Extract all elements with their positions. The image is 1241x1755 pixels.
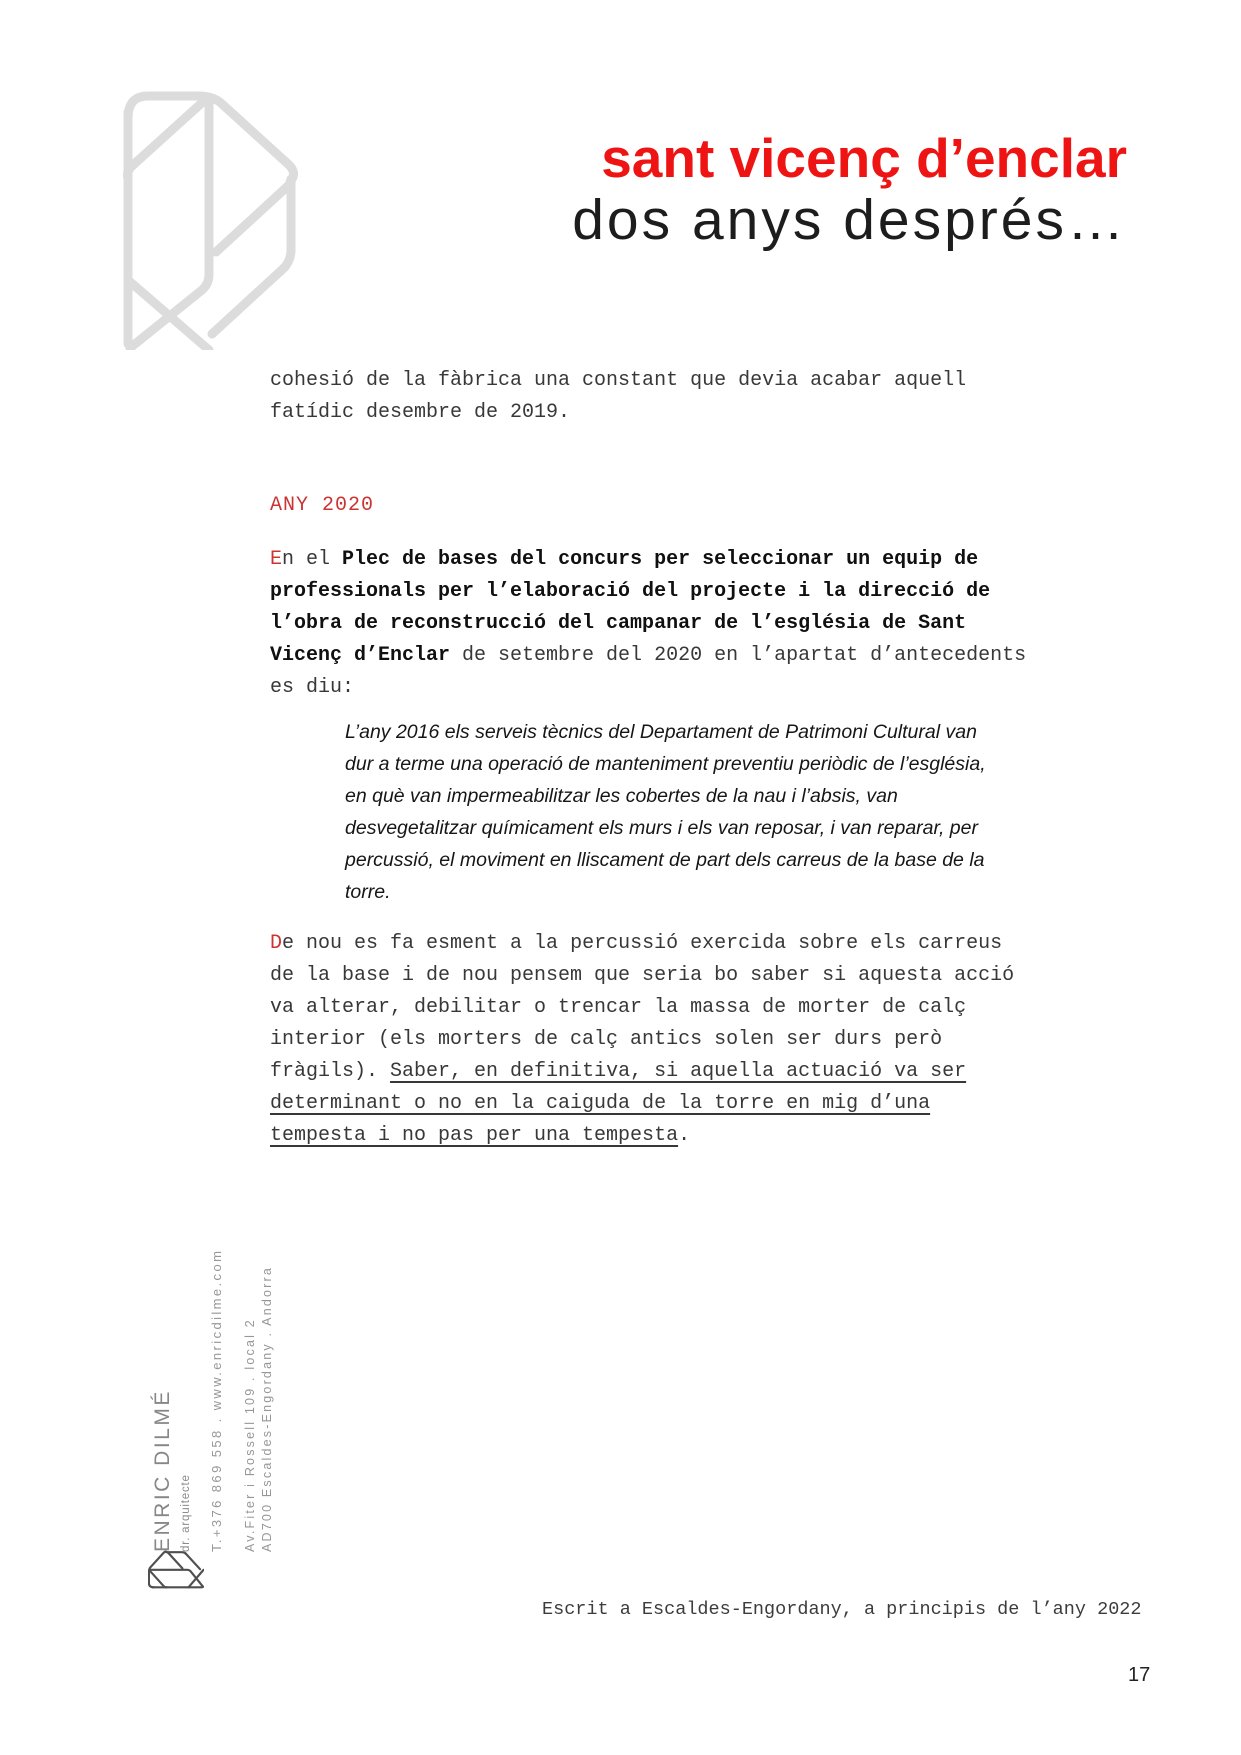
sidebar-contact-block xyxy=(148,1249,276,1552)
text-line xyxy=(270,1056,1014,1088)
text-segment: de setembre del 2020 en l’apartat d’antecedents xyxy=(450,644,1027,667)
text-segment: n el xyxy=(282,548,343,571)
text-segment: . xyxy=(678,1124,691,1147)
text-line xyxy=(270,672,1026,704)
bold-text: Vicenç d’Enclar xyxy=(270,644,451,667)
text-line: en què van impermeabilitzar les cobertes de la nau i l’absis, van xyxy=(345,785,898,807)
text-segment: fràgils). xyxy=(270,1060,391,1083)
text-segment: de la base i de nou pensem que seria bo saber si aquesta acció xyxy=(270,964,1015,987)
page-title: sant vicenç d’enclar xyxy=(601,127,1127,189)
paragraph-de-nou xyxy=(270,928,1014,1152)
underlined-text: determinant o no en la caiguda de la torre en mig d’una xyxy=(270,1092,931,1115)
header xyxy=(572,128,1127,252)
text-line xyxy=(270,640,1026,672)
text-segment: va alterar, debilitar o trencar la massa de morter de calç xyxy=(270,996,967,1019)
text-line: cohesió de la fàbrica una constant que devia acabar aquell xyxy=(270,369,967,392)
page-number: 17 xyxy=(1128,1664,1151,1686)
contact-address-line2: AD700 Escaldes-Engordany . Andorra xyxy=(260,1265,274,1552)
page-subtitle: dos anys després… xyxy=(572,188,1127,252)
bold-text: Plec de bases del concurs per seleccionar un equip de xyxy=(342,548,979,571)
text-line xyxy=(270,544,1026,576)
text-line xyxy=(270,576,1026,608)
text-segment: e nou es fa esment a la percussió exercida sobre els carreus xyxy=(282,932,1003,955)
red-initial: D xyxy=(270,932,283,955)
bold-text: professionals per l’elaboració del projecte i la direcció de xyxy=(270,580,991,603)
contact-address-line1: Av.Fiter i Rossell 109 . local 2 xyxy=(243,1318,257,1552)
text-line: desvegetalitzar químicament els murs i els van reposar, i van reparar, per xyxy=(345,817,978,839)
text-line: dur a terme una operació de manteniment preventiu periòdic de l’església, xyxy=(345,753,986,775)
contact-phone-web: T.+376 869 558 . www.enricdilme.com xyxy=(209,1248,224,1552)
text-line: percussió, el moviment en lliscament de part dels carreus de la base de la xyxy=(345,849,985,871)
bold-text: l’obra de reconstrucció del campanar de l’església de Sant xyxy=(270,612,967,635)
text-line xyxy=(270,960,1014,992)
text-line xyxy=(270,608,1026,640)
paragraph-continuation xyxy=(270,365,966,429)
paragraph-plec-de-bases xyxy=(270,544,1026,704)
text-segment: interior (els morters de calç antics solen ser durs però xyxy=(270,1028,943,1051)
text-line: L’any 2016 els serveis tècnics del Departament de Patrimoni Cultural van xyxy=(345,721,977,743)
text-line xyxy=(270,1088,1014,1120)
text-line xyxy=(270,992,1014,1024)
text-segment: es diu: xyxy=(270,676,355,699)
envelope-logo-icon xyxy=(112,82,312,350)
text-line xyxy=(270,928,1014,960)
architect-role: dr. arquitecte xyxy=(180,1474,192,1552)
section-heading-any-2020: ANY 2020 xyxy=(270,494,375,517)
block-quote xyxy=(345,716,986,908)
underlined-text: tempesta i no pas per una tempesta xyxy=(270,1124,679,1147)
envelope-logo-small-icon xyxy=(148,1549,204,1592)
text-line: fatídic desembre de 2019. xyxy=(270,401,571,424)
red-initial: E xyxy=(270,548,283,571)
text-line: torre. xyxy=(345,881,391,903)
underlined-text: Saber, en definitiva, si aquella actuació va ser xyxy=(390,1060,967,1083)
footer-note: Escrit a Escaldes-Engordany, a principis de l’any 2022 xyxy=(542,1599,1142,1620)
text-line xyxy=(270,1120,1014,1152)
architect-name: ENRIC DILMÉ xyxy=(151,1389,174,1552)
text-line xyxy=(270,1024,1014,1056)
